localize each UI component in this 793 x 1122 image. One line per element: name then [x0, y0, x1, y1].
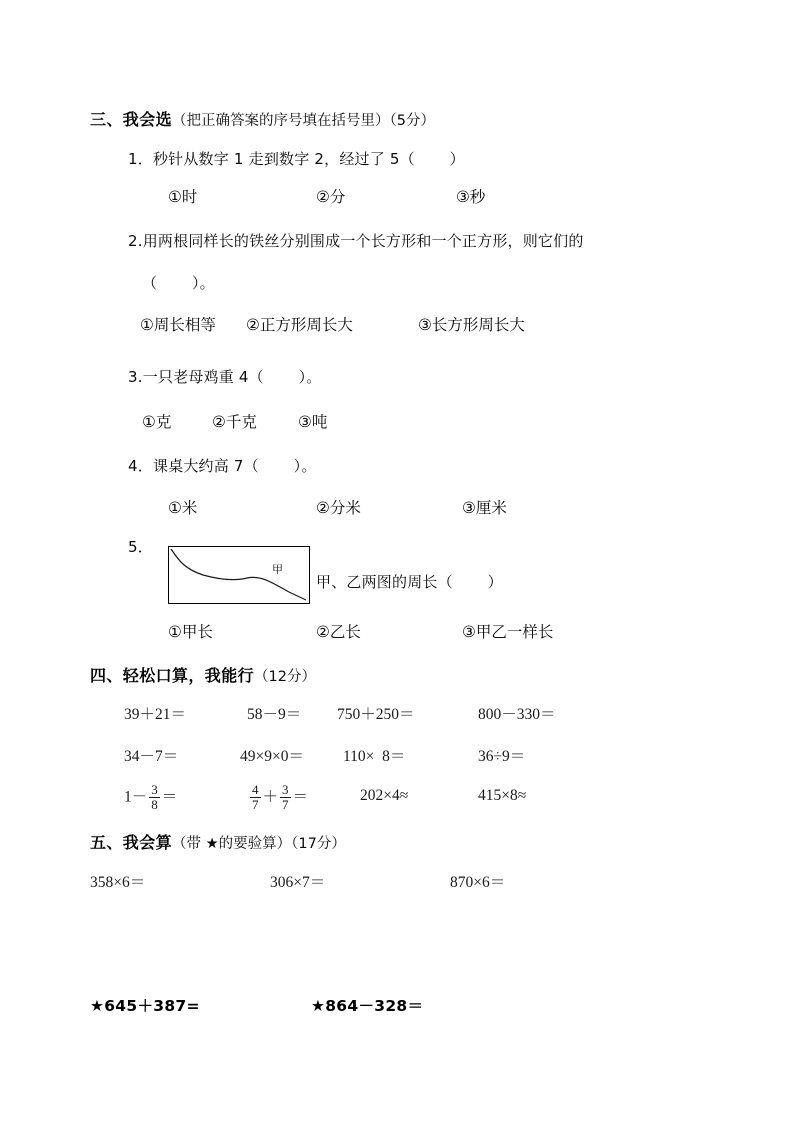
question-5-option-2[interactable]: ②乙长 — [316, 623, 361, 641]
question-3-number: 3. — [128, 368, 143, 386]
oral-row2-item2: 49×9×0＝ — [240, 748, 304, 765]
question-3-body: 一只老母鸡重 4（ ）。 — [142, 368, 322, 386]
oral-row3-item4: 415×8≈ — [478, 787, 527, 804]
question-2-text-line-2: （ ）。 — [142, 274, 215, 292]
fraction-three-eighths — [149, 783, 160, 811]
oral-row3-item1-lead: 1－ — [124, 788, 148, 806]
fraction-denominator: 7 — [252, 796, 259, 812]
question-4-option-1[interactable]: ①米 — [168, 499, 198, 517]
question-2-number: 2. — [128, 232, 143, 250]
fraction-numerator: 3 — [151, 782, 158, 797]
question-2-option-3[interactable]: ③长方形周长大 — [418, 316, 525, 334]
compute-row1-item3: 870×6＝ — [450, 874, 506, 891]
question-1-option-3[interactable]: ③秒 — [456, 188, 486, 206]
fraction-three-sevenths — [280, 783, 291, 811]
question-4-body: 课桌大约高 7（ ）。 — [152, 457, 317, 475]
section-four-note: （12分） — [254, 669, 316, 685]
question-1-option-1[interactable]: ①时 — [168, 188, 198, 206]
compute-row2-item1: ★645＋387= — [90, 997, 200, 1015]
question-1-number: 1． — [128, 150, 153, 168]
oral-row1-item3: 750＋250＝ — [337, 706, 415, 723]
figure-curve — [169, 547, 308, 602]
oral-row1-item4: 800－330＝ — [478, 706, 556, 723]
section-three-heading — [90, 107, 435, 130]
question-3-option-3[interactable]: ③吨 — [298, 413, 328, 431]
fraction-four-sevenths — [250, 783, 261, 811]
question-4-option-2[interactable]: ②分米 — [316, 499, 361, 517]
question-3-option-2[interactable]: ②千克 — [212, 413, 257, 431]
question-4-number: 4． — [128, 457, 153, 475]
compute-row1-item2: 306×7＝ — [270, 874, 326, 891]
oral-row3-item2-tail: ＝ — [292, 788, 309, 806]
fraction-numerator: 3 — [282, 782, 289, 797]
question-2-option-2[interactable]: ②正方形周长大 — [246, 316, 353, 334]
oral-row2-item3: 110× 8＝ — [343, 748, 406, 765]
question-5-option-3[interactable]: ③甲乙一样长 — [462, 623, 554, 641]
oral-row3-item2 — [248, 784, 308, 812]
fraction-denominator: 7 — [282, 796, 289, 812]
oral-row3-item2-operator: ＋ — [262, 788, 279, 806]
oral-row2-item4: 36÷9＝ — [478, 748, 526, 765]
section-four-heading-text: 四、轻松口算，我能行 — [90, 666, 255, 685]
oral-row3-item1 — [124, 784, 177, 812]
question-5-option-1[interactable]: ①甲长 — [168, 623, 213, 641]
question-4-option-3[interactable]: ③厘米 — [462, 499, 507, 517]
compute-row1-item1: 358×6＝ — [90, 874, 146, 891]
figure-label-jia: 甲 — [272, 563, 283, 576]
question-3-option-1[interactable]: ①克 — [142, 413, 172, 431]
section-five-heading-text: 五、我会算 — [90, 833, 173, 852]
section-four-heading — [90, 663, 316, 686]
question-1-text — [128, 148, 465, 169]
question-2-body-1: 用两根同样长的铁丝分别围成一个长方形和一个正方形，则它们的 — [142, 232, 584, 250]
section-three-heading-text: 三、我会选 — [90, 110, 173, 129]
fraction-numerator: 4 — [252, 782, 259, 797]
section-five-note: （带 ★的要验算）（17分） — [172, 836, 346, 852]
question-2-text-line-1 — [128, 230, 584, 251]
oral-row3-item1-tail: ＝ — [161, 788, 178, 806]
question-4-text — [128, 455, 317, 476]
oral-row2-item1: 34－7＝ — [124, 748, 179, 765]
section-five-heading — [90, 830, 346, 853]
question-2-option-1[interactable]: ①周长相等 — [140, 316, 216, 334]
oral-row3-item3: 202×4≈ — [360, 787, 409, 804]
question-5-text: 甲、乙两图的周长（ ） — [316, 573, 503, 591]
fraction-denominator: 8 — [151, 796, 158, 812]
question-3-text — [128, 366, 322, 387]
question-1-option-2[interactable]: ②分 — [316, 188, 346, 206]
oral-row1-item2: 58－9＝ — [247, 706, 302, 723]
compute-row2-item2: ★864－328＝ — [311, 997, 424, 1015]
question-5-number: 5． — [128, 538, 153, 556]
question-5-figure — [168, 546, 310, 604]
oral-row1-item1: 39＋21＝ — [124, 706, 187, 723]
question-1-body: 秒针从数字 1 走到数字 2，经过了 5（ ） — [152, 150, 465, 168]
section-three-note: （把正确答案的序号填在括号里）（5分） — [172, 113, 435, 129]
